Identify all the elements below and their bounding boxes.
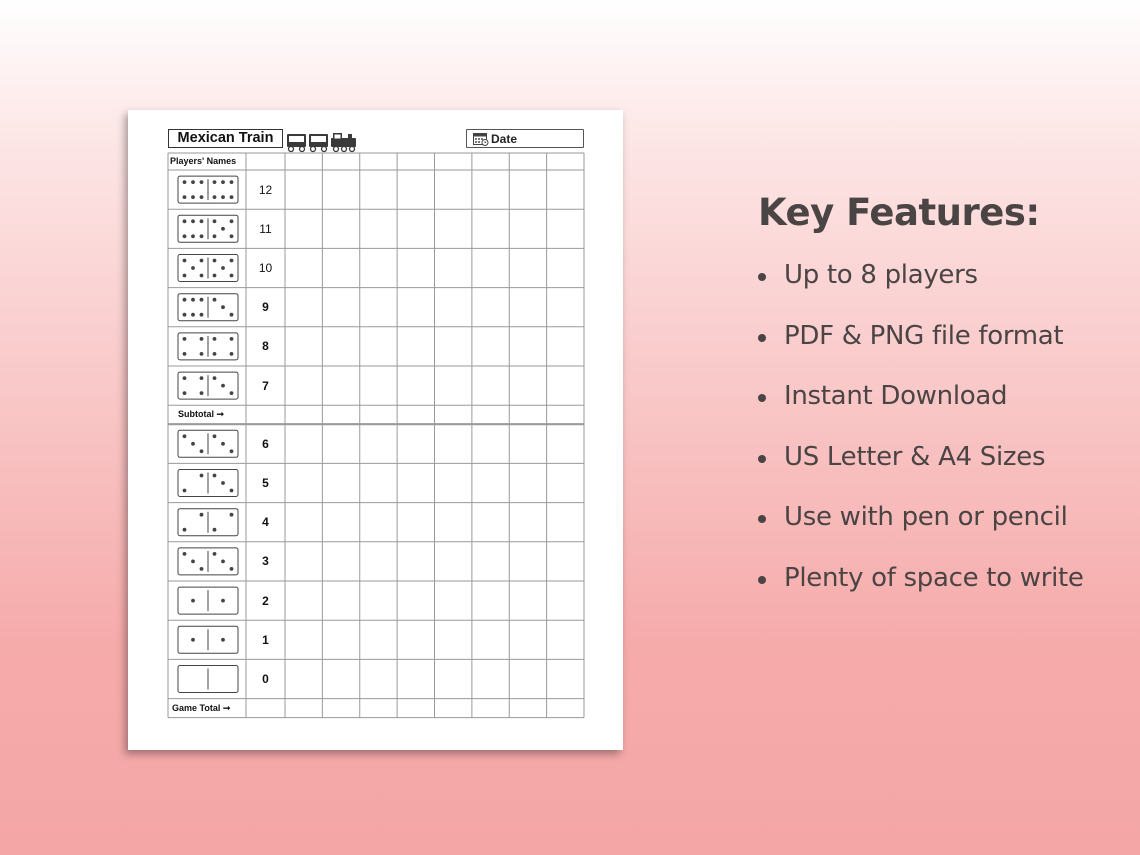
feature-item	[758, 500, 1128, 534]
subtotal-label: Subtotal ➞	[178, 409, 225, 420]
row-value: 4	[262, 515, 269, 530]
score-grid	[128, 110, 623, 750]
domino-icon	[178, 470, 238, 497]
domino-icon	[178, 372, 238, 399]
domino-icon	[178, 626, 238, 653]
row-value: 0	[262, 672, 269, 686]
row-value: 8	[262, 339, 269, 354]
features-panel	[758, 188, 1128, 621]
domino-icon	[178, 333, 238, 360]
game-total-label: Game Total ➞	[172, 702, 231, 713]
bullet-icon	[758, 394, 766, 402]
features-heading: Key Features:	[758, 191, 1040, 234]
row-value: 10	[258, 261, 273, 275]
bullet-icon	[758, 455, 766, 463]
row-value: 6	[262, 436, 269, 451]
date-label: Date	[491, 132, 518, 146]
domino-icon	[178, 294, 238, 321]
players-names-header: Players' Names	[170, 156, 237, 166]
bullet-icon	[758, 576, 766, 584]
feature-item	[758, 561, 1128, 595]
feature-text: PDF & PNG file format	[784, 320, 1064, 351]
bullet-icon	[758, 273, 766, 281]
bullet-icon	[758, 515, 766, 523]
row-value: 11	[259, 221, 272, 236]
domino-icon	[178, 548, 238, 575]
domino-icon	[178, 215, 238, 242]
row-value: 2	[262, 593, 269, 608]
sheet-title: Mexican Train	[168, 129, 283, 148]
domino-icon	[178, 255, 238, 282]
row-value: 1	[262, 632, 269, 647]
feature-item	[758, 319, 1128, 353]
bullet-icon	[758, 334, 766, 342]
domino-icon	[178, 666, 238, 693]
feature-text: Plenty of space to write	[784, 562, 1084, 593]
feature-item	[758, 258, 1128, 292]
feature-item	[758, 440, 1128, 474]
feature-text: Use with pen or pencil	[784, 502, 1068, 532]
domino-icon	[178, 430, 238, 457]
domino-icon	[178, 176, 238, 203]
features-list	[758, 258, 1128, 595]
score-sheet	[128, 110, 623, 750]
feature-item	[758, 379, 1128, 413]
row-value: 7	[262, 378, 269, 393]
row-value: 12	[258, 182, 273, 197]
feature-text: Instant Download	[784, 381, 1008, 411]
domino-icon	[178, 509, 238, 536]
row-value: 5	[262, 476, 269, 490]
feature-text: US Letter & A4 Sizes	[784, 441, 1046, 472]
row-value: 3	[262, 554, 269, 569]
feature-text: Up to 8 players	[784, 260, 978, 290]
domino-icon	[178, 587, 238, 614]
row-value: 9	[262, 300, 269, 315]
